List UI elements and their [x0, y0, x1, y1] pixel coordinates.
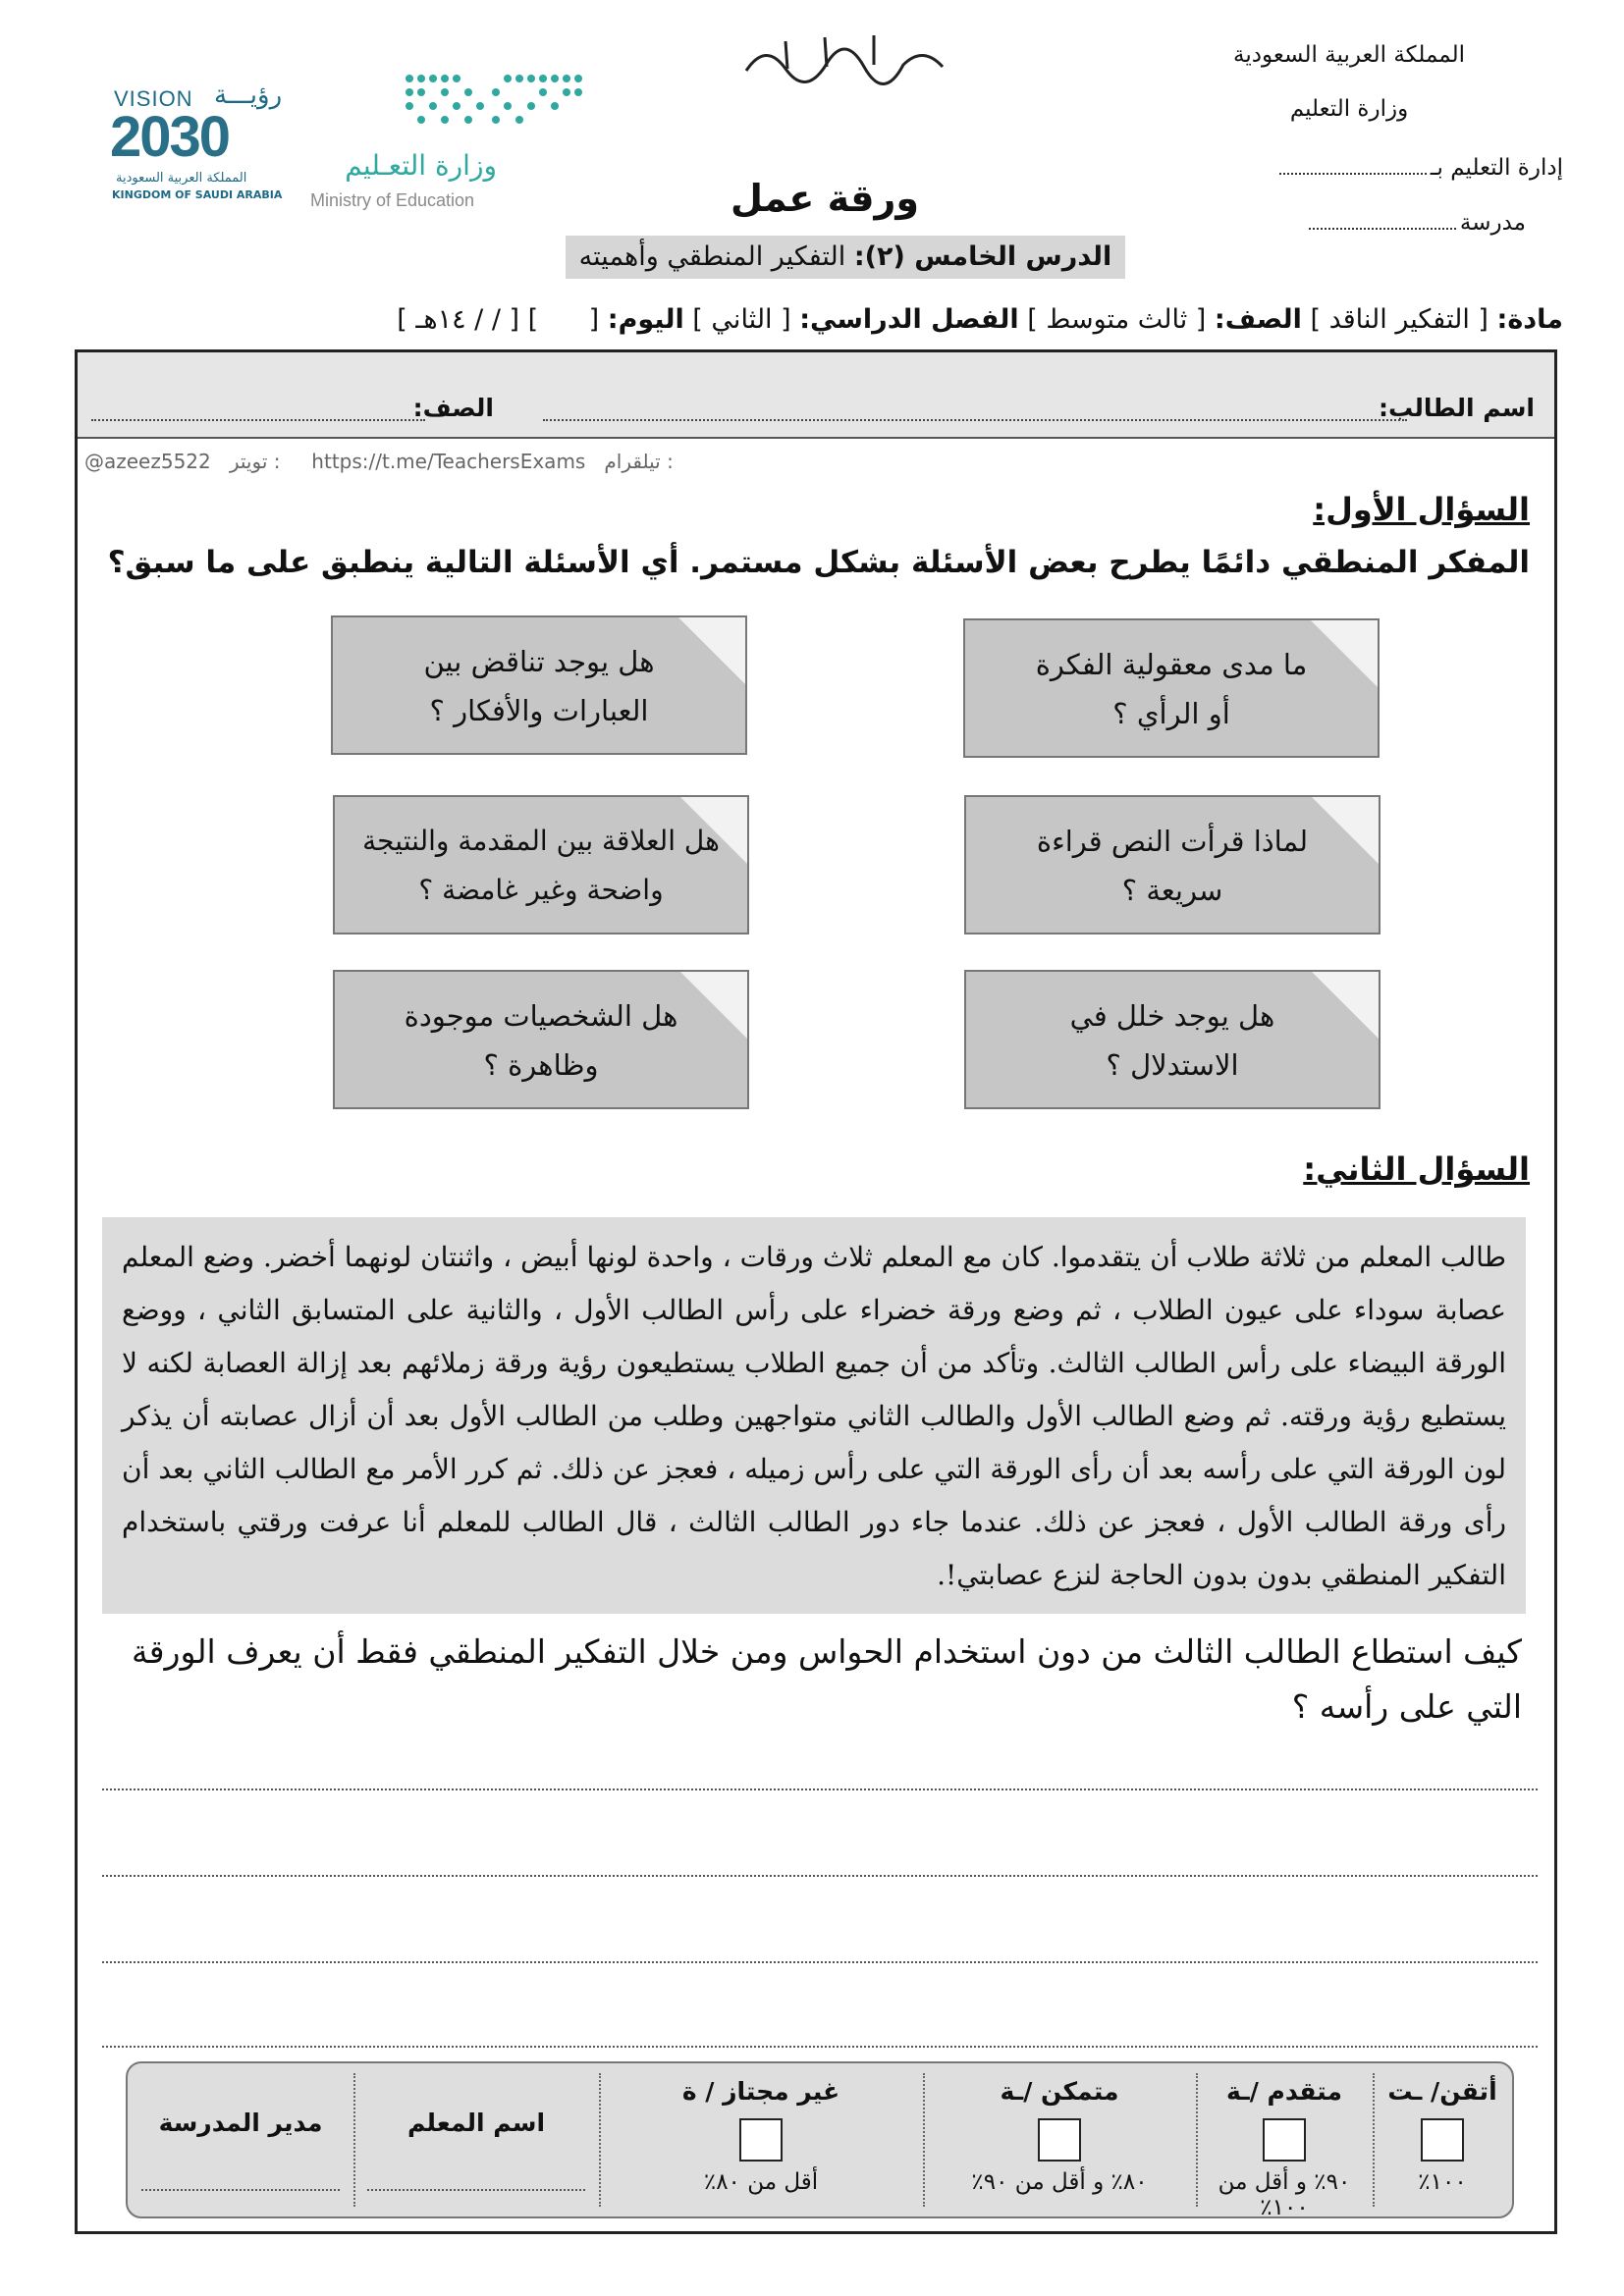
q1-option-text: ما مدى معقولية الفكرة أو الرأي ؟: [1035, 648, 1308, 730]
lesson-label: الدرس الخامس (٢):: [853, 241, 1112, 272]
q2-passage: طالب المعلم من ثلاثة طلاب أن يتقدموا. كان مع المعلم ثلاث ورقات ، واحدة لونها أبيض ، واثنتان لونهما أخضر. وضع المعلم عصابة سوداء على عيون الطلاب ، ثم وضع ورقة خضراء على رأس الطالب الأول ، والثانية على المتسابق الثاني ، ووضع الورقة البيضاء على رأس الطالب الثالث. وتأكد من أن جميع الطلاب يستطيعون رؤية ورقة زملائهم بعد إزالة العصابة لكنه لا يستطيع رؤية ورقته. ثم وضع الطالب الأول والطالب الثاني متواجهين وطلب من الطالب الأول بعد أن أزال عصابته أن يذكر لون الورقة التي على رأسه بعد أن رأى الورقة التي على رأس زميله ، فعجز عن ذلك. ثم كرر الأمر مع الطالب الثاني بعد أن رأى ورقة الطالب الأول ، فعجز عن ذلك. عندما جاء دور الطالب الثالث ، قال الطالب للمعلم أنا عرفت ورقتي باستخدام التفكير المنطقي بدون بدون الحاجة لنزع عصابتي!.: [122, 1241, 1507, 1591]
rubric-checkbox[interactable]: [1263, 2118, 1306, 2162]
q1-text: المفكر المنطقي دائمًا يطرح بعض الأسئلة بشكل مستمر. أي الأسئلة التالية ينطبق على ما سبق؟: [107, 545, 1530, 580]
q1-option-4[interactable]: [333, 795, 749, 934]
rubric-checkbox[interactable]: [739, 2118, 783, 2162]
telegram-label: تيلقرام :: [604, 450, 674, 473]
school-label: مدرسة: [1459, 210, 1526, 236]
rubric-divider: [353, 2073, 355, 2207]
subject-label: مادة:: [1496, 304, 1563, 335]
vision-kingdom-ar: المملكة العربية السعودية: [116, 171, 247, 186]
rubric-divider: [599, 2073, 601, 2207]
rubric-principal: [128, 2063, 353, 2216]
vision-year: 2030: [110, 105, 230, 169]
q2-question: كيف استطاع الطالب الثالث من دون استخدام الحواس ومن خلال التفكير المنطقي فقط أن يعرف الورقة التي على رأسه ؟: [132, 1632, 1522, 1726]
vision-2030-logo: [110, 80, 306, 204]
page-title: ورقة عمل: [730, 177, 919, 220]
rubric-level-range: أقل من ٨٠٪: [703, 2169, 819, 2195]
q2-passage-box: [102, 1217, 1526, 1614]
rubric-level-mastered: [1373, 2063, 1512, 2216]
ministry-name: وزارة التعليم: [1289, 96, 1409, 122]
lesson-topic: التفكير المنطقي وأهميته: [578, 241, 846, 272]
admin-label: إدارة التعليم بـ: [1430, 155, 1563, 181]
rubric-level-range: ٩٠٪ و أقل من ١٠٠٪: [1218, 2169, 1351, 2220]
telegram-link[interactable]: https://t.me/TeachersExams: [311, 450, 586, 473]
q1-option-text: لماذا قرأت النص قراءة سريعة ؟: [1036, 825, 1309, 907]
rubric-level-label: غير مجتاز / ة: [681, 2077, 840, 2106]
q2-title: السؤال الثاني:: [1303, 1150, 1530, 1188]
twitter-handle[interactable]: @azeez5522: [84, 450, 211, 473]
term-label: الفصل الدراسي:: [799, 304, 1019, 335]
vision-word: VISION: [114, 86, 193, 111]
twitter-label: تويتر :: [229, 450, 281, 473]
student-class-label: الصف:: [412, 394, 494, 422]
rubric-level-range: ٨٠٪ و أقل من ٩٠٪: [971, 2169, 1148, 2195]
day-label: اليوم:: [607, 304, 684, 335]
student-name-bar: [78, 352, 1554, 439]
rubric-divider: [923, 2073, 925, 2207]
admin-blank[interactable]: [1279, 155, 1427, 175]
q1-option-text: هل الشخصيات موجودة وظاهرة ؟: [404, 999, 678, 1082]
admin-field: [1131, 155, 1563, 181]
student-class-input[interactable]: [91, 419, 425, 421]
rubric-divider: [1373, 2073, 1375, 2207]
moe-dots-icon: [400, 69, 586, 128]
term-value: الثاني: [711, 304, 773, 335]
student-name-input[interactable]: [543, 419, 1407, 421]
kingdom-name: المملكة العربية السعودية: [1233, 42, 1465, 68]
q1-option-5[interactable]: [964, 970, 1380, 1109]
subject-value: التفكير الناقد: [1328, 304, 1470, 335]
student-name-label: اسم الطالب:: [1378, 394, 1535, 422]
school-blank[interactable]: [1309, 210, 1456, 230]
basmala-calligraphy: [727, 22, 962, 90]
lesson-heading: [566, 236, 1125, 279]
kingdom-header: [1192, 44, 1506, 144]
social-links: [84, 450, 772, 473]
q1-option-3[interactable]: [964, 795, 1380, 934]
answer-line[interactable]: [102, 1961, 1538, 1963]
rubric-teacher: [353, 2063, 599, 2216]
rubric-level-label: متمكن /ـة: [1000, 2077, 1119, 2106]
rubric-level-label: متقدم /ـة: [1226, 2077, 1342, 2106]
teacher-label: اسم المعلم: [406, 2109, 546, 2137]
rubric-level-label: أتقن/ ـت: [1387, 2077, 1497, 2106]
school-field: [1153, 210, 1526, 236]
rubric-level-range: ١٠٠٪: [1418, 2169, 1467, 2195]
rubric-level-proficient: [923, 2063, 1196, 2216]
teacher-signature-line[interactable]: [367, 2189, 585, 2191]
q1-option-6[interactable]: [333, 970, 749, 1109]
vision-arabic: رؤيـــة: [214, 80, 283, 110]
rubric-checkbox[interactable]: [1038, 2118, 1081, 2162]
info-line: مادة: [ التفكير الناقد ] الصف: [ ثالث متوسط ] الفصل الدراسي: [ الثاني ] اليوم: [ ] [ / / ١٤هـ ]: [397, 304, 1563, 335]
moe-arabic: وزارة التعـليم: [345, 149, 497, 182]
grading-rubric: [126, 2061, 1514, 2218]
answer-line[interactable]: [102, 2046, 1538, 2048]
date-value[interactable]: / / ١٤هـ: [415, 304, 501, 335]
grade-value: ثالث متوسط: [1046, 304, 1188, 335]
moe-english: Ministry of Education: [310, 190, 475, 210]
moe-logo: [306, 69, 503, 216]
q1-option-text: هل العلاقة بين المقدمة والنتيجة واضحة وغير غامضة ؟: [362, 825, 720, 906]
answer-line[interactable]: [102, 1875, 1538, 1877]
q1-option-text: هل يوجد تناقض بين العبارات والأفكار ؟: [423, 645, 655, 727]
principal-label: مدير المدرسة: [158, 2109, 323, 2137]
q1-option-text: هل يوجد خلل في الاستدلال ؟: [1069, 999, 1275, 1082]
principal-signature-line[interactable]: [141, 2189, 340, 2191]
rubric-level-failed: [599, 2063, 923, 2216]
vision-kingdom-en: KINGDOM OF SAUDI ARABIA: [112, 188, 283, 201]
rubric-level-advanced: [1196, 2063, 1373, 2220]
answer-line[interactable]: [102, 1789, 1538, 1790]
q1-title: السؤال الأول:: [1313, 491, 1530, 528]
rubric-checkbox[interactable]: [1421, 2118, 1464, 2162]
rubric-divider: [1196, 2073, 1198, 2207]
q1-option-2[interactable]: [331, 615, 747, 755]
grade-label: الصف:: [1214, 304, 1302, 335]
q1-option-1[interactable]: [963, 618, 1380, 758]
basmala-icon: [727, 22, 962, 90]
